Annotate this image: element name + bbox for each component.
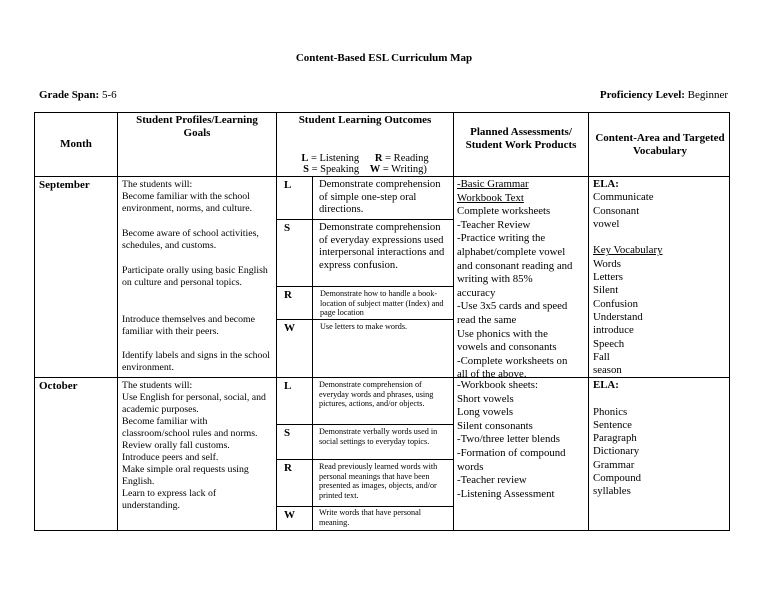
outcome-text-writing: Use letters to make words. (320, 322, 408, 331)
table-border-bottom (34, 530, 730, 531)
vocab-item: introduce (593, 324, 634, 337)
legend-text-s: = Speaking (308, 164, 360, 175)
outcome-text-speaking: Demonstrate comprehension of everyday expressions used interpersonal interactions and express confusion. (319, 222, 445, 271)
outcome-text-listening: Demonstrate comprehension of everyday words and phrases, using pictures, actions, and/or objects. (319, 380, 434, 409)
header-vocabulary: Content-Area and Targeted Vocabulary (595, 132, 725, 157)
vocab-item: Fall (593, 350, 610, 363)
legend-text-r: = Reading (382, 153, 429, 164)
outcome-code-writing: W (284, 322, 295, 334)
assessment-item: -Complete worksheets on (457, 354, 568, 367)
assessment-item: Workbook Text (457, 191, 524, 204)
outcome-text-reading: Demonstrate how to handle a book-location of subject matter (Index) and page location (320, 289, 444, 318)
vocab-item: Understand (593, 310, 643, 323)
outcome-divider-r2-rw (276, 506, 453, 507)
assessment-item: Silent consonants (457, 419, 533, 432)
outcome-text-writing: Write words that have personal meaning. (319, 508, 421, 527)
profile-goal: The students will: Use English for personal, social, and academic purposes. Become familiar with classroom/school rules and norms. Review orally fall customs. Introduce peers and self. Make simple oral requests using English. Learn to express lack of understanding. (122, 380, 266, 511)
vocab-spacer (593, 231, 727, 244)
assessment-item: -Basic Grammar (457, 178, 529, 190)
profile-goal: The students will: Become familiar with the school environment, norms, and culture. (122, 179, 253, 214)
vocabulary-list (593, 379, 727, 499)
assessment-item: alphabet/complete vowel (457, 245, 566, 258)
outcomes-legend (277, 153, 453, 175)
header-outcomes: Student Learning Outcomes (298, 114, 432, 126)
outcome-code-writing: W (284, 509, 295, 521)
assessment-item: vowels and consonants (457, 341, 557, 354)
outcome-divider-r1-sr (276, 286, 453, 287)
legend-text-w: = Writing) (380, 164, 427, 175)
assessment-item: -Teacher review (457, 474, 527, 487)
profile-goal: Participate orally using basic English on culture and personal topics. (122, 265, 268, 288)
vocab-item: Silent (593, 284, 619, 297)
col-divider-4 (588, 112, 589, 531)
legend-text-l: = Listening (308, 153, 360, 164)
assessment-item: Long vowels (457, 406, 514, 419)
vocab-item: Paragraph (593, 432, 637, 445)
table-border-left (34, 112, 35, 531)
outcome-text-reading: Read previously learned words with personal meanings that have been presented as images, objects, and/or printed text. (319, 462, 438, 501)
assessment-item: writing with 85% (457, 273, 533, 286)
vocab-item: Letters (593, 271, 623, 284)
outcome-code-listening: L (284, 380, 292, 392)
assessment-item: -Teacher Review (457, 218, 531, 231)
legend-line-1 (277, 153, 453, 164)
outcome-text-speaking: Demonstrate verbally words used in social settings to everyday topics. (319, 427, 438, 446)
table-border-top (34, 112, 730, 113)
col-divider-1 (117, 112, 118, 531)
outcome-code-speaking: S (284, 222, 291, 234)
profile-goal: Introduce themselves and become familiar with their peers. (122, 314, 256, 337)
outcome-code-listening: L (284, 179, 292, 191)
table-border-header-bottom (34, 176, 730, 177)
vocab-item: Compound (593, 472, 641, 485)
header-profiles: Student Profiles/Learning Goals (136, 114, 258, 139)
assessment-item: -Use 3x5 cards and speed (457, 300, 568, 313)
vocab-item: Speech (593, 337, 625, 350)
vocab-item: season (593, 364, 622, 377)
proficiency-level (600, 89, 728, 101)
vocab-item: Consonant (593, 204, 640, 217)
month-september: September (39, 179, 90, 191)
proficiency-value: Beginner (687, 89, 728, 101)
vocab-heading-ela: ELA: (593, 178, 619, 190)
assessment-item: read the same (457, 313, 517, 326)
assessment-item: -Listening Assessment (457, 487, 555, 500)
proficiency-label: Proficiency Level: (599, 89, 685, 101)
vocab-item: vowel (593, 217, 620, 230)
outcome-divider-r2-sr (276, 459, 453, 460)
legend-line-2 (277, 164, 453, 175)
month-october: October (39, 380, 78, 392)
header-assessments: Planned Assessments/ Student Work Products (465, 126, 577, 151)
profile-goal: Become aware of school activities, schedules, and customs. (122, 228, 259, 251)
assessment-item: accuracy (457, 286, 496, 299)
legend-code-r: R (374, 153, 383, 164)
assessments-list (457, 379, 588, 501)
grade-span-value: 5-6 (101, 89, 117, 101)
code-col-divider-row1 (312, 176, 313, 377)
code-col-divider-row2 (312, 377, 313, 530)
profile-goal: Identify labels and signs in the school environment. (122, 350, 271, 373)
assessment-item: all of the above. (457, 368, 527, 381)
vocab-item: syllables (593, 485, 631, 498)
vocab-item: Phonics (593, 405, 628, 418)
vocab-spacer (593, 392, 727, 405)
vocab-item: Sentence (593, 418, 632, 431)
legend-code-w: W (369, 164, 381, 175)
outcome-divider-r1-ls (276, 219, 453, 220)
vocab-heading-ela: ELA: (593, 379, 619, 391)
grade-span (39, 89, 117, 101)
vocab-item: Confusion (593, 297, 638, 310)
assessment-item: -Two/three letter blends (457, 433, 560, 446)
outcome-code-speaking: S (284, 427, 291, 439)
outcome-text-listening: Demonstrate comprehension of simple one-step oral directions. (319, 179, 441, 216)
assessment-item: Short vowels (457, 392, 514, 405)
assessment-item: -Practice writing the (457, 232, 546, 245)
outcome-code-reading: R (284, 289, 292, 301)
assessment-item: -Formation of compound (457, 446, 566, 459)
vocab-item: Communicate (593, 191, 654, 204)
header-month: Month (60, 138, 92, 150)
assessments-list (457, 178, 588, 382)
page-title: Content-Based ESL Curriculum Map (295, 52, 473, 64)
vocab-heading-key: Key Vocabulary (593, 244, 663, 257)
vocab-item: Dictionary (593, 445, 640, 458)
legend-code-s: S (303, 164, 309, 175)
vocab-item: Words (593, 257, 621, 270)
vocab-item: Grammar (593, 458, 635, 471)
col-divider-3 (453, 112, 454, 531)
assessment-item: and consonant reading and (457, 259, 573, 272)
outcome-divider-r2-ls (276, 424, 453, 425)
assessment-item: -Workbook sheets: (457, 379, 538, 391)
legend-code-l: L (301, 153, 309, 164)
assessment-item: Complete worksheets (457, 205, 551, 218)
assessment-item: Use phonics with the (457, 327, 548, 340)
outcome-code-reading: R (284, 462, 292, 474)
table-border-right (729, 112, 730, 531)
vocabulary-list (593, 178, 727, 377)
outcome-divider-r1-rw (276, 319, 453, 320)
grade-span-label: Grade Span: (39, 89, 100, 101)
assessment-item: words (457, 460, 484, 473)
